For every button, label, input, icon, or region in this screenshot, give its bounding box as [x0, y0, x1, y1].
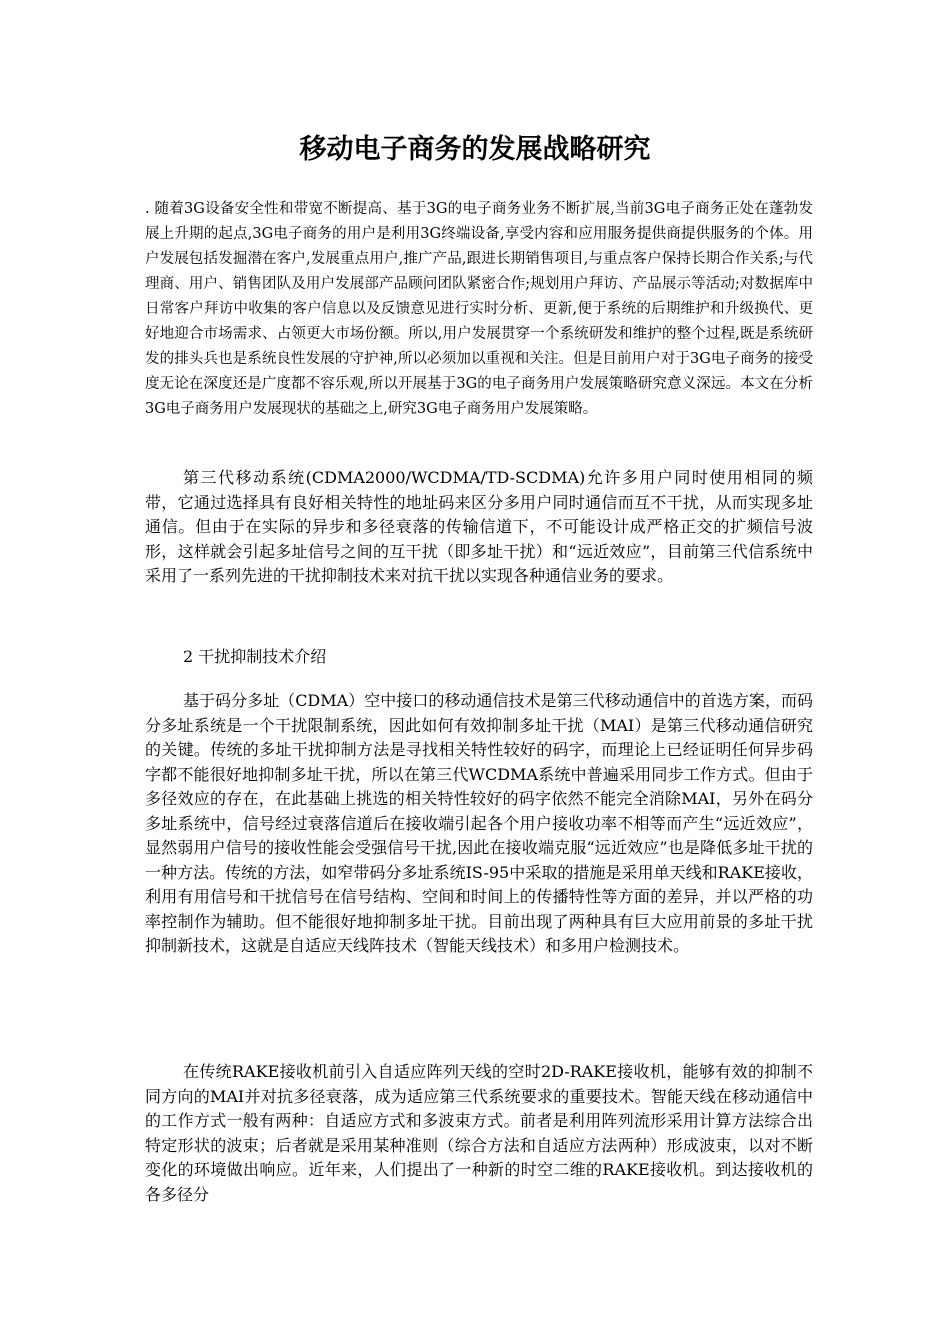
- body-paragraph-1: 第三代移动系统(CDMA2000/WCDMA/TD-SCDMA)允许多用户同时使用相同的频带，它通过选择具有良好相关特性的地址码来区分多用户同时通信而互不干扰，从而实现多址通信。但由于在实际的异步和多径衰落的传输信道下，不可能设计成严格正交的扩频信号波形，这样就会引起多址信号之间的互干扰（即多址干扰）和“远近效应”，目前第三代信系统中采用了一系列先进的干扰抑制技术来对抗干扰以实现各种通信业务的要求。: [145, 468, 813, 585]
- abstract-paragraph: . 随着3G设备安全性和带宽不断提高、基于3G的电子商务业务不断扩展,当前3G电子商务正处在蓬勃发展上升期的起点,3G电子商务的用户是利用3G终端设备,享受内容和应用服务提供商提供服务的个体。用户发展包括发掘潜在客户,发展重点用户,推广产品,跟进长期销售项目,与重点客户保持长期合作关系;与代理商、用户、销售团队及用户发展部产品顾问团队紧密合作;规划用户拜访、产品展示等活动;对数据库中日常客户拜访中收集的客户信息以及反馈意见进行实时分析、更新,便于系统的后期维护和升级换代、更好地迎合市场需求、占领更大市场份额。所以,用户发展贯穿一个系统研发和维护的整个过程,既是系统研发的排头兵也是系统良性发展的守护神,所以必须加以重视和关注。但是目前用户对于3G电子商务的接受度无论在深度还是广度都不容乐观,所以开展基于3G的电子商务用户发展策略研究意义深远。本文在分析3G电子商务用户发展现状的基础之上,研究3G电子商务用户发展策略。: [145, 201, 813, 417]
- body-paragraph-3: 在传统RAKE接收机前引入自适应阵列天线的空时2D-RAKE接收机，能够有效的抑制不同方向的MAI并对抗多径衰落，成为适应第三代系统要求的重要技术。智能天线在移动通信中的工作方式一般有两种：自适应方式和多波束方式。前者是利用阵列流形采用计算方法综合出特定形状的波束；后者就是采用某种准则（综合方法和自适应方法两种）形成波束，以对不断变化的环境做出响应。近年来，人们提出了一种新的时空二维的RAKE接收机。到达接收机的各多径分: [145, 1062, 813, 1204]
- body-paragraph-2: 基于码分多址（CDMA）空中接口的移动通信技术是第三代移动通信中的首选方案，而码分多址系统是一个干扰限制系统，因此如何有效抑制多址干扰（MAI）是第三代移动通信研究的关键。传统的多址干扰抑制方法是寻找相关特性较好的码字，而理论上已经证明任何异步码字都不能很好地抑制多址干扰，所以在第三代WCDMA系统中普遍采用同步工作方式。但由于多径效应的存在，在此基础上挑选的相关特性较好的码字依然不能完全消除MAI，另外在码分多址系统中，信号经过衰落信道后在接收端引起各个用户接收功率不相等而产生“远近效应”，显然弱用户信号的接收性能会受强信号干扰,因此在接收端克服“远近效应”也是降低多址干扰的一种方法。传统的方法，如窄带码分多址系统IS-95中采取的措施是采用单天线和RAKE接收，利用有用信号和干扰信号在信号结构、空间和时间上的传播特性等方面的差异，并以严格的功率控制作为辅助。但不能很好地抑制多址干扰。目前出现了两种具有巨大应用前景的多址干扰抑制新技术，这就是自适应天线阵技术（智能天线技术）和多用户检测技术。: [145, 691, 813, 955]
- section-heading: 2 干扰抑制技术介绍: [183, 647, 327, 666]
- document-title: 移动电子商务的发展战略研究: [299, 134, 651, 165]
